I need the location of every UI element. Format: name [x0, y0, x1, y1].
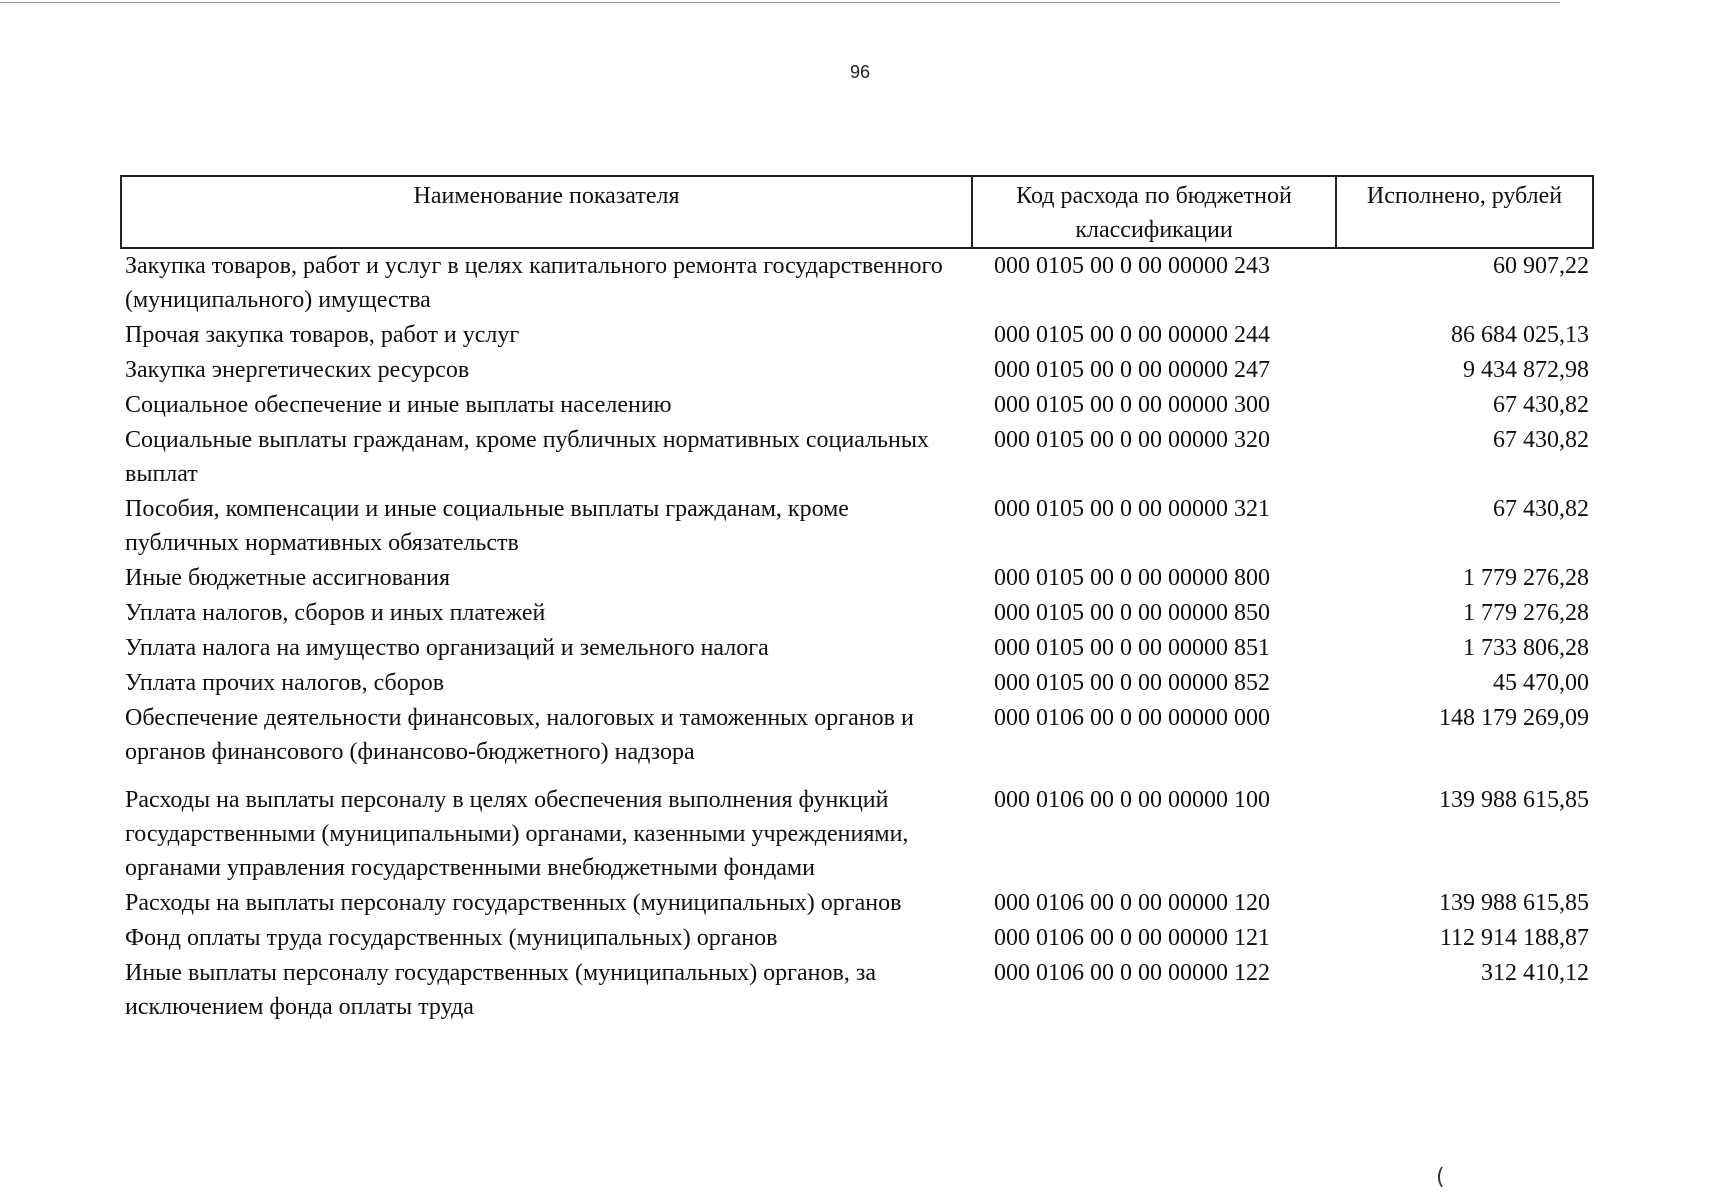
table-row — [121, 631, 1593, 666]
row-code: 000 0106 00 0 00 00000 100 — [994, 787, 1270, 813]
table-row — [121, 353, 1593, 388]
page-number: 96 — [849, 62, 871, 82]
row-code: 000 0105 00 0 00 00000 321 — [994, 496, 1270, 522]
row-amount: 9 434 872,98 — [1463, 357, 1589, 383]
row-code: 000 0106 00 0 00 00000 122 — [994, 960, 1270, 986]
table-row — [121, 886, 1593, 921]
row-code: 000 0106 00 0 00 00000 000 — [994, 705, 1270, 731]
table-row — [121, 423, 1593, 492]
row-name: Обеспечение деятельности финансовых, налоговых и таможенных органов и органов финансового (финансово-бюджетного) надзора — [125, 705, 914, 765]
table-row — [121, 956, 1593, 1025]
table-header — [121, 176, 1593, 248]
row-name: Иные выплаты персоналу государственных (муниципальных) органов, за исключением фонда оплаты труда — [125, 960, 876, 1020]
row-name: Социальные выплаты гражданам, кроме публичных нормативных социальных выплат — [125, 427, 929, 487]
row-amount: 67 430,82 — [1493, 427, 1589, 453]
row-amount: 112 914 188,87 — [1439, 925, 1589, 951]
header-amount: Исполнено, рублей — [1336, 176, 1593, 248]
row-name: Расходы на выплаты персоналу в целях обеспечения выполнения функций государственными (муниципальными) органами, казенными учреждениями, органами управления государственными внебюджетными фондами — [125, 787, 909, 881]
row-code: 000 0105 00 0 00 00000 244 — [994, 322, 1270, 348]
header-name: Наименование показателя — [121, 176, 972, 248]
row-name: Фонд оплаты труда государственных (муниципальных) органов — [125, 925, 778, 951]
table-row — [121, 492, 1593, 561]
row-name: Уплата прочих налогов, сборов — [125, 670, 445, 696]
row-amount: 86 684 025,13 — [1451, 322, 1589, 348]
header-row — [121, 176, 1593, 248]
header-code: Код расхода по бюджетной классификации — [972, 176, 1336, 248]
row-code: 000 0105 00 0 00 00000 243 — [994, 253, 1270, 279]
row-amount: 148 179 269,09 — [1439, 705, 1589, 731]
table-row — [121, 248, 1593, 318]
row-code: 000 0105 00 0 00 00000 851 — [994, 635, 1270, 661]
table-row — [121, 561, 1593, 596]
bottom-bracket-mark: ( — [1436, 1165, 1445, 1190]
row-amount: 1 779 276,28 — [1463, 600, 1589, 626]
row-amount: 139 988 615,85 — [1439, 787, 1589, 813]
table-row — [121, 701, 1593, 783]
row-amount: 312 410,12 — [1481, 960, 1589, 986]
row-amount: 60 907,22 — [1493, 253, 1589, 279]
row-amount: 67 430,82 — [1493, 392, 1589, 418]
table-row — [121, 388, 1593, 423]
row-code: 000 0105 00 0 00 00000 247 — [994, 357, 1270, 383]
row-code: 000 0105 00 0 00 00000 320 — [994, 427, 1270, 453]
table-row — [121, 318, 1593, 353]
table-row — [121, 666, 1593, 701]
row-amount: 45 470,00 — [1493, 670, 1589, 696]
table-row — [121, 596, 1593, 631]
row-name: Пособия, компенсации и иные социальные выплаты гражданам, кроме публичных нормативных обязательств — [125, 496, 849, 556]
row-amount: 139 988 615,85 — [1439, 890, 1589, 916]
row-amount: 1 733 806,28 — [1463, 635, 1589, 661]
row-code: 000 0106 00 0 00 00000 121 — [994, 925, 1270, 951]
row-amount: 67 430,82 — [1493, 496, 1589, 522]
expenditure-table — [120, 175, 1594, 1025]
row-amount: 1 779 276,28 — [1463, 565, 1589, 591]
row-name: Закупка товаров, работ и услуг в целях капитального ремонта государственного (муниципального) имущества — [125, 253, 943, 313]
row-code: 000 0106 00 0 00 00000 120 — [994, 890, 1270, 916]
row-code: 000 0105 00 0 00 00000 300 — [994, 392, 1270, 418]
table-row — [121, 783, 1593, 886]
row-name: Уплата налога на имущество организаций и земельного налога — [125, 635, 769, 661]
row-code: 000 0105 00 0 00 00000 852 — [994, 670, 1270, 696]
row-name: Уплата налогов, сборов и иных платежей — [125, 600, 546, 626]
top-rule — [0, 2, 1560, 3]
row-name: Социальное обеспечение и иные выплаты населению — [125, 392, 672, 418]
row-code: 000 0105 00 0 00 00000 800 — [994, 565, 1270, 591]
table-body — [121, 248, 1593, 1025]
table-row — [121, 921, 1593, 956]
row-name: Прочая закупка товаров, работ и услуг — [125, 322, 520, 348]
row-code: 000 0105 00 0 00 00000 850 — [994, 600, 1270, 626]
row-name: Расходы на выплаты персоналу государственных (муниципальных) органов — [125, 890, 902, 916]
row-name: Закупка энергетических ресурсов — [125, 357, 470, 383]
row-name: Иные бюджетные ассигнования — [125, 565, 450, 591]
